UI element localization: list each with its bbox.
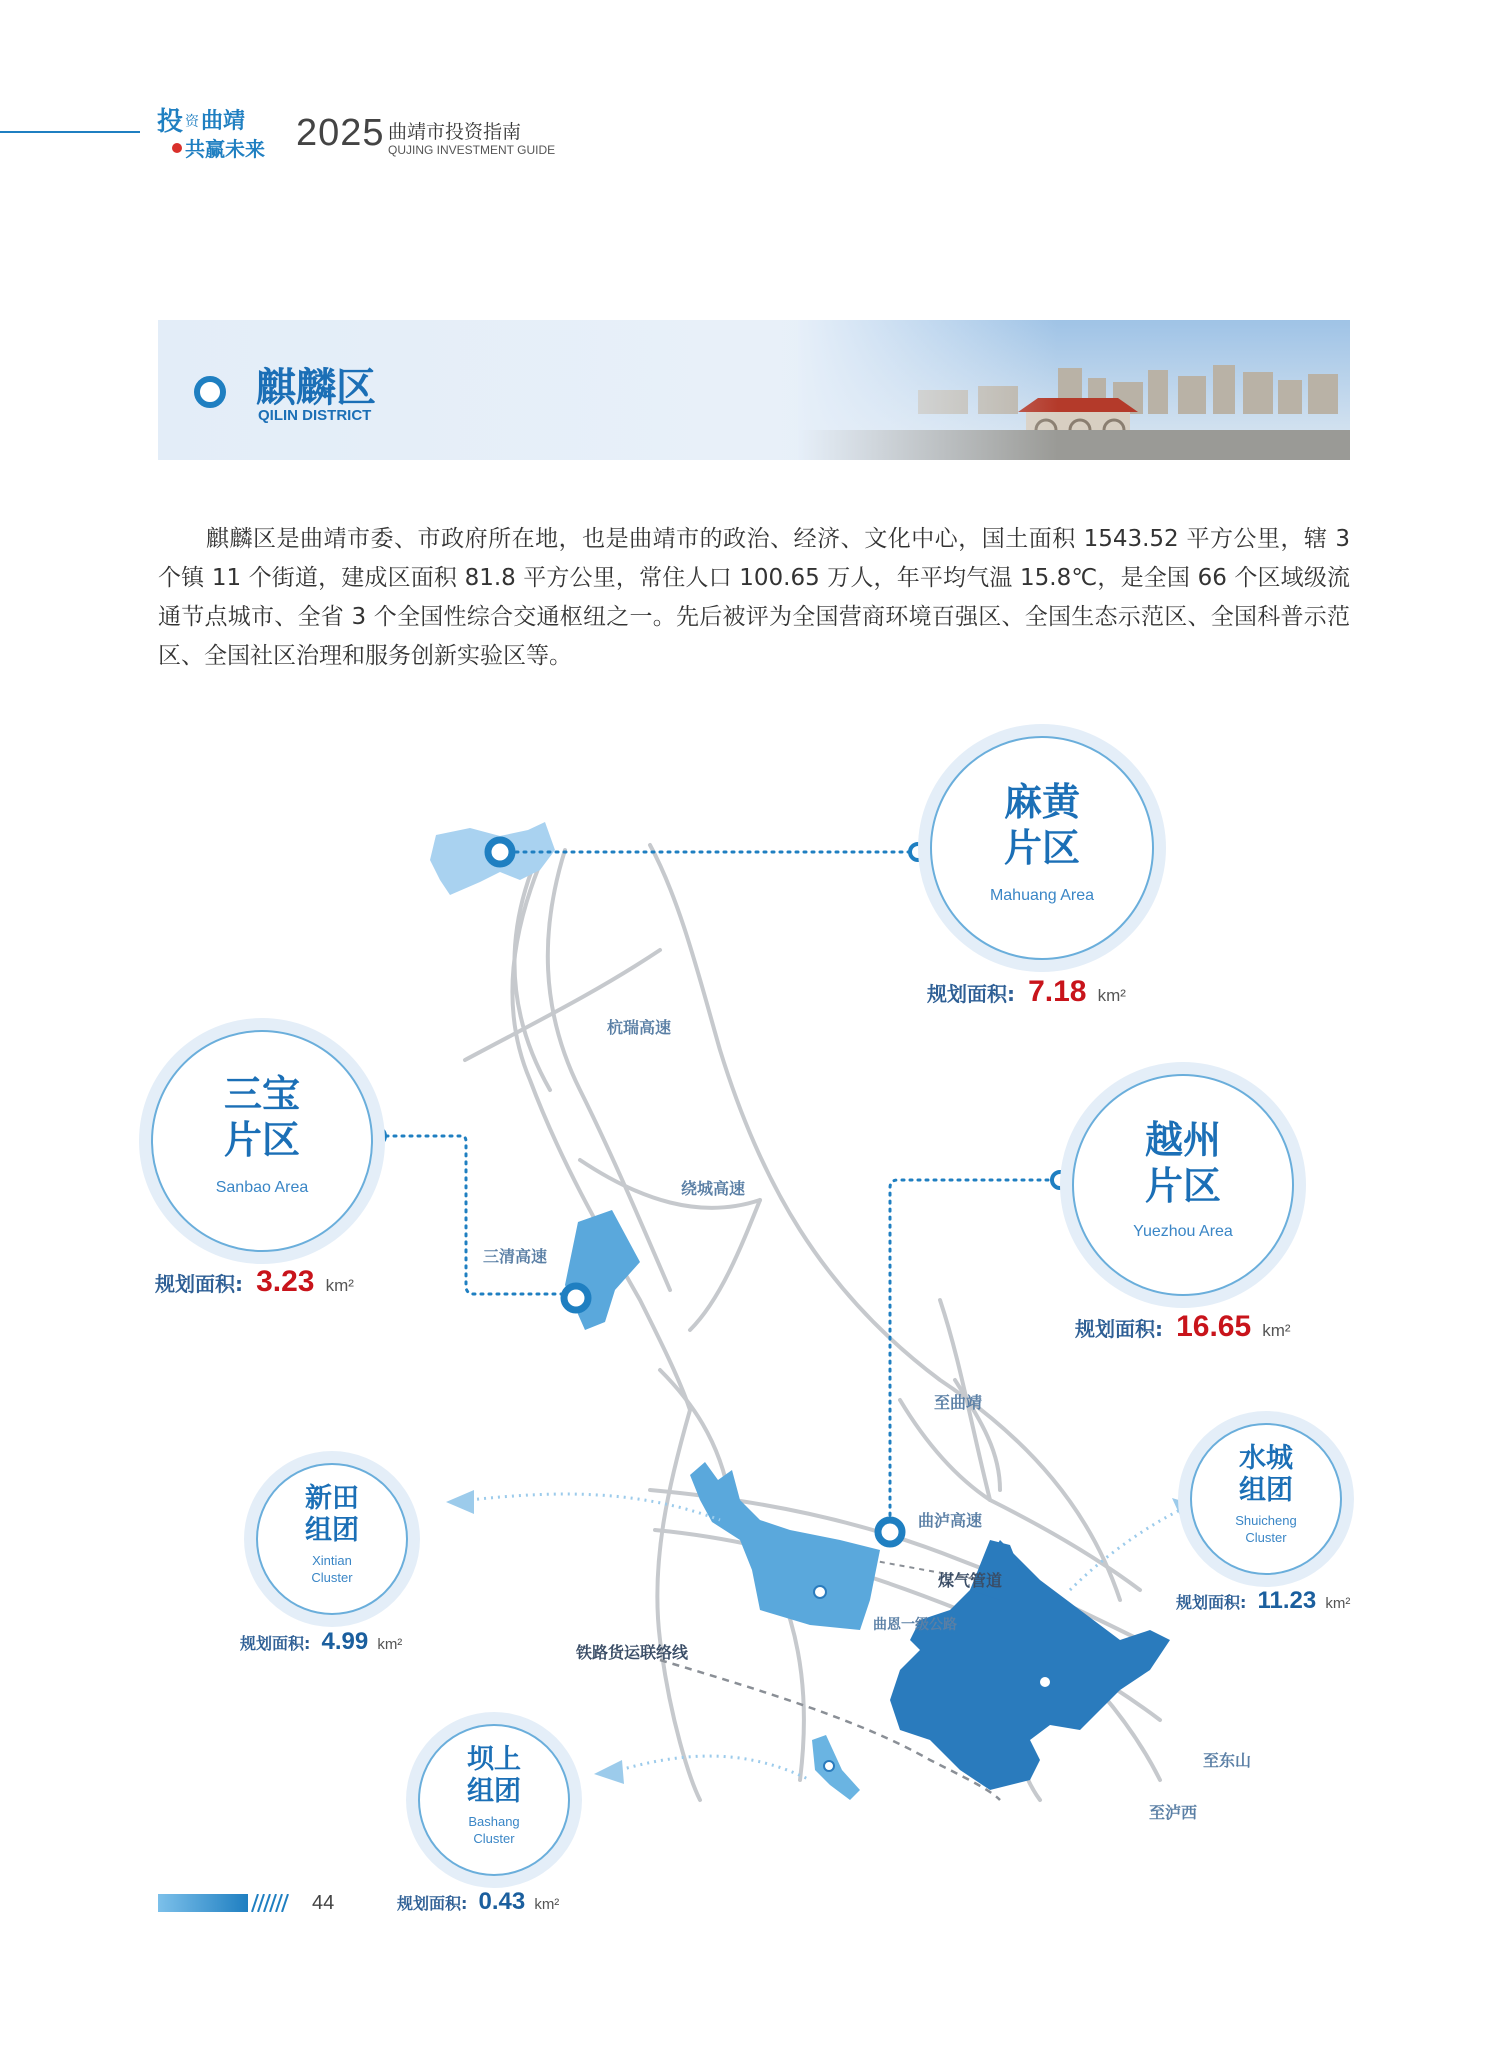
svg-text:曲靖: 曲靖 xyxy=(201,109,246,134)
sanbao-area-value: 3.23 xyxy=(256,1265,315,1298)
xintian-name-en-line1: Xintian xyxy=(312,1552,352,1568)
mahuang-name-en: Mahuang Area xyxy=(989,887,1095,905)
road-label: 绕城高速 xyxy=(681,1179,746,1198)
sanbao-area-badge xyxy=(151,1030,373,1252)
bashang-arrow-head xyxy=(594,1760,624,1784)
shuicheng-name-en-line2: Cluster xyxy=(1245,1529,1287,1545)
mahuang-planned-area: 规划面积: 7.18 km² xyxy=(927,975,1126,1008)
page-number: 44 xyxy=(312,1892,335,1914)
mahuang-name-line1: 麻黄 xyxy=(1003,780,1080,824)
sanbao-name-en: Sanbao Area xyxy=(215,1179,309,1197)
bashang-planned-area: 规划面积: 0.43 km² xyxy=(397,1888,560,1915)
road-label: 煤气管道 xyxy=(938,1571,1003,1590)
guide-title: 曲靖市投资指南 xyxy=(388,121,522,143)
road-label: 杭瑞高速 xyxy=(607,1018,672,1037)
xintian-cluster-badge xyxy=(256,1463,408,1615)
shuicheng-planned-area: 规划面积: 11.23 km² xyxy=(1176,1587,1351,1614)
yuezhou-node-ring xyxy=(878,1520,902,1544)
sanbao-planned-area: 规划面积: 3.23 km² xyxy=(155,1265,354,1298)
shuicheng-name-line2: 组团 xyxy=(1239,1475,1293,1507)
intro-paragraph: 麒麟区是曲靖市委、市政府所在地，也是曲靖市的政治、经济、文化中心，国土面积 1543.52 平方公里，辖 3 个镇 11 个街道，建成区面积 81.8 平方公里，常住人口 100.65 万人，年平均气温 15.8℃，是全国 66 个区域级流通节点城市、全省 3 个全国性综合交通枢纽之一。先后被评为全国营商环境百强区、全国生态示范区、全国科普示范区、全国社区治理和服务创新实验区等。 xyxy=(158,526,1350,669)
mahuang-name-line2: 片区 xyxy=(1003,825,1080,870)
sanbao-connector xyxy=(378,1136,566,1294)
xintian-name-line2: 组团 xyxy=(305,1515,359,1547)
yuezhou-zone-shape xyxy=(890,1540,1170,1790)
road-line xyxy=(690,1200,760,1330)
guide-subtitle: QUJING INVESTMENT GUIDE xyxy=(388,143,556,157)
road-line xyxy=(657,1410,700,1800)
xintian-planned-area: 规划面积: 4.99 km² xyxy=(240,1628,403,1655)
yuezhou-area-value: 16.65 xyxy=(1176,1310,1252,1343)
svg-text:投: 投 xyxy=(157,107,184,137)
yuezhou-area-badge xyxy=(1072,1074,1294,1296)
yuezhou-name-en: Yuezhou Area xyxy=(1133,1223,1233,1241)
shuicheng-cluster-badge xyxy=(1190,1423,1342,1575)
xintian-name-en-line2: Cluster xyxy=(311,1569,353,1585)
svg-text:共赢未来: 共赢未来 xyxy=(185,137,265,161)
mahuang-label-ring xyxy=(910,844,926,860)
shuicheng-name-line1: 水城 xyxy=(1239,1443,1293,1474)
bashang-name-en-line2: Cluster xyxy=(473,1830,515,1846)
bashang-name-en-line1: Bashang xyxy=(468,1813,520,1829)
xintian-zone-shape xyxy=(690,1462,880,1630)
mahuang-area-value: 7.18 xyxy=(1028,975,1087,1008)
section-title: 麒麟区 xyxy=(256,365,376,411)
yuezhou-name-line1: 越州 xyxy=(1144,1118,1221,1162)
road-label: 铁路货运联络线 xyxy=(576,1643,689,1662)
shuicheng-name-en-line1: Shuicheng xyxy=(1235,1512,1297,1528)
sanbao-node-ring xyxy=(564,1286,588,1310)
yuezhou-connector xyxy=(890,1180,1056,1522)
bashang-name-line1: 坝上 xyxy=(467,1744,521,1775)
yuezhou-label-ring xyxy=(1052,1172,1068,1188)
road-line xyxy=(512,845,690,1410)
bashang-arrow-trail xyxy=(620,1756,810,1780)
xintian-name-line1: 新田 xyxy=(305,1483,359,1514)
bashang-cluster-badge xyxy=(418,1724,570,1876)
shuicheng-area-value: 11.23 xyxy=(1257,1587,1317,1614)
svg-text:资: 资 xyxy=(185,114,199,130)
shuicheng-arrow-head xyxy=(1172,1498,1192,1520)
sanbao-name-line2: 片区 xyxy=(223,1117,300,1162)
xintian-arrow-trail xyxy=(470,1494,720,1520)
mahuang-node-ring xyxy=(488,840,512,864)
xintian-center-dot xyxy=(814,1586,826,1598)
xintian-arrow-head xyxy=(446,1490,474,1514)
road-label: 三清高速 xyxy=(483,1247,548,1266)
yuezhou-planned-area: 规划面积: 16.65 km² xyxy=(1075,1310,1291,1343)
road-label: 曲泸高速 xyxy=(918,1511,983,1530)
road-label: 曲恩一级公路 xyxy=(873,1617,957,1633)
yuezhou-name-line2: 片区 xyxy=(1144,1163,1221,1208)
bashang-center-dot xyxy=(824,1761,834,1771)
bashang-name-line2: 组团 xyxy=(467,1776,521,1808)
road-label: 至泸西 xyxy=(1149,1803,1198,1822)
section-subtitle: QILIN DISTRICT xyxy=(258,407,372,424)
sanbao-name-line1: 三宝 xyxy=(223,1072,300,1116)
footer-stripes xyxy=(248,1894,292,1912)
bashang-area-value: 0.43 xyxy=(478,1888,526,1915)
footer-bar xyxy=(158,1894,248,1912)
road-label: 至曲靖 xyxy=(934,1393,983,1412)
guide-year: 2025 xyxy=(296,112,385,154)
yuezhou-center-dot xyxy=(1039,1676,1051,1688)
road-label: 至东山 xyxy=(1203,1751,1252,1770)
xintian-area-value: 4.99 xyxy=(321,1628,369,1655)
mahuang-area-badge xyxy=(930,736,1154,960)
bashang-zone-shape xyxy=(812,1735,860,1800)
